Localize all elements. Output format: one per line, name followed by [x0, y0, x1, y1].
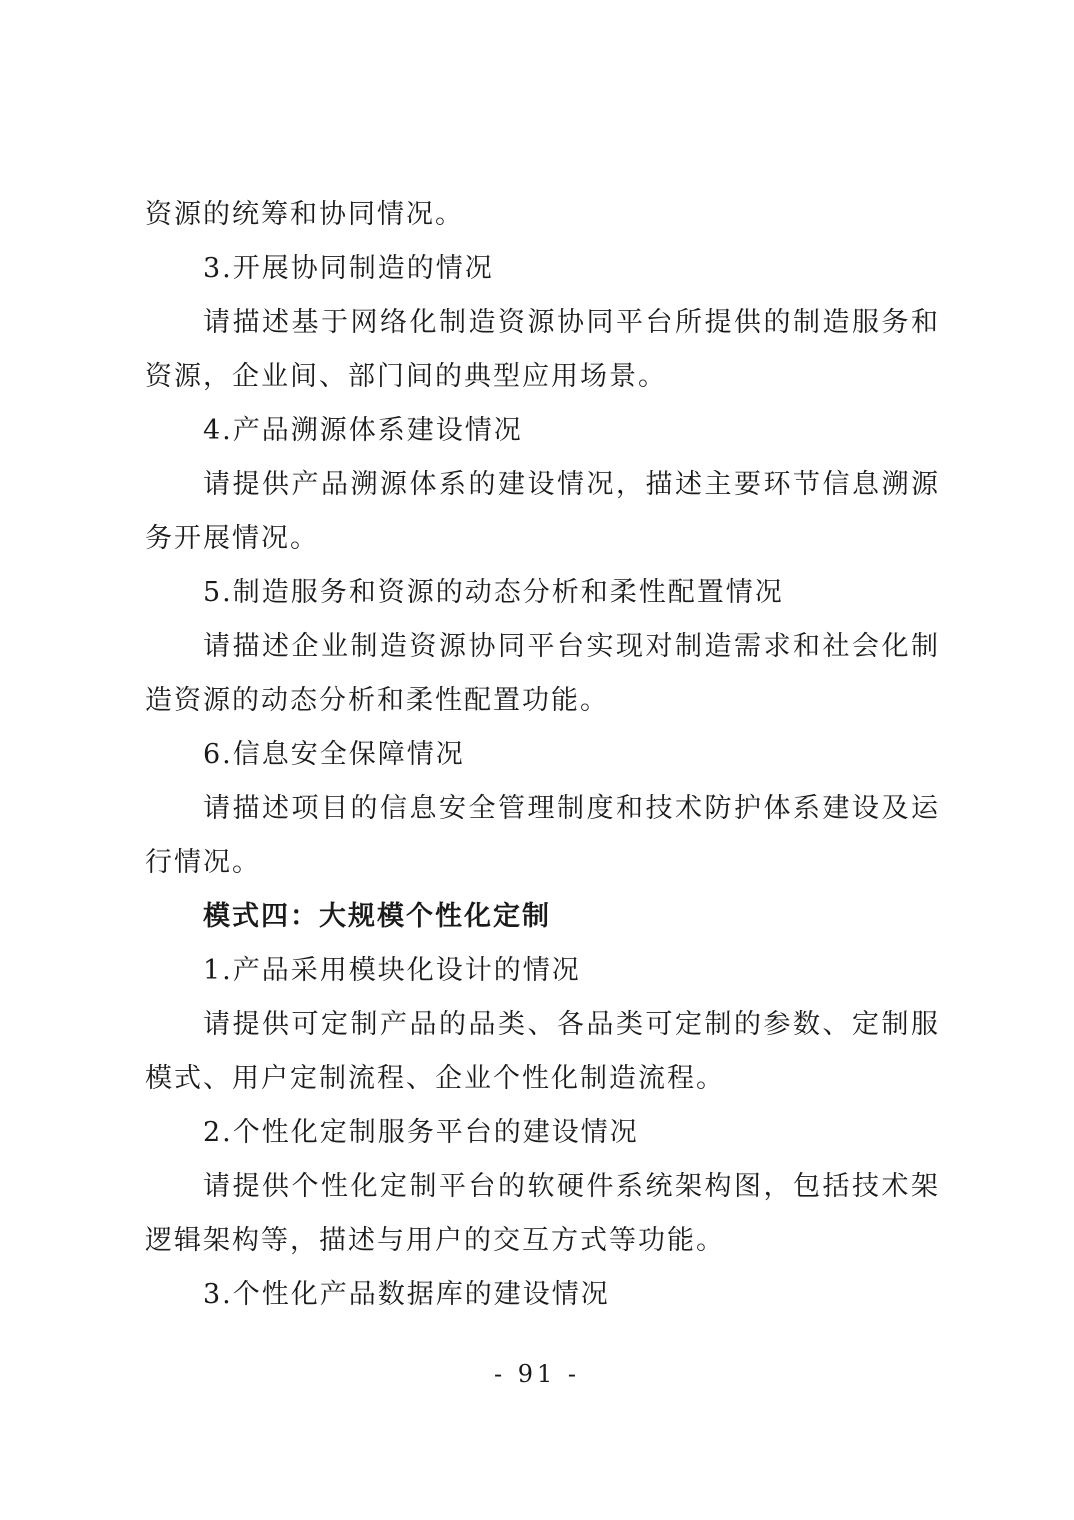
paragraph-line: 资源的统筹和协同情况。	[145, 199, 464, 230]
section-heading-3b: 3.个性化产品数据库的建设情况	[203, 1279, 610, 1310]
paragraph-line: 请描述企业制造资源协同平台实现对制造需求和社会化制	[203, 631, 940, 662]
paragraph-line: 务开展情况。	[145, 523, 319, 554]
paragraph-line: 造资源的动态分析和柔性配置功能。	[145, 685, 609, 716]
paragraph-line: 资源，企业间、部门间的典型应用场景。	[145, 361, 667, 392]
paragraph-line: 请描述基于网络化制造资源协同平台所提供的制造服务和	[203, 307, 940, 338]
section-heading-2: 2.个性化定制服务平台的建设情况	[203, 1117, 639, 1148]
section-heading-1: 1.产品采用模块化设计的情况	[203, 955, 581, 986]
section-heading-4: 4.产品溯源体系建设情况	[203, 415, 523, 446]
paragraph-line: 请提供个性化定制平台的软硬件系统架构图，包括技术架	[203, 1171, 940, 1202]
mode-heading: 模式四：大规模个性化定制	[203, 901, 551, 932]
paragraph-line: 逻辑架构等，描述与用户的交互方式等功能。	[145, 1225, 725, 1256]
page-number: - 91 -	[493, 1360, 580, 1388]
paragraph-line: 行情况。	[145, 847, 261, 878]
paragraph-line: 模式、用户定制流程、企业个性化制造流程。	[145, 1063, 725, 1094]
section-heading-5: 5.制造服务和资源的动态分析和柔性配置情况	[203, 577, 784, 608]
document-body	[145, 188, 965, 1322]
section-heading-3: 3.开展协同制造的情况	[203, 253, 494, 284]
paragraph-line: 请提供可定制产品的品类、各品类可定制的参数、定制服	[203, 1009, 940, 1040]
section-heading-6: 6.信息安全保障情况	[203, 739, 465, 770]
paragraph-line: 请提供产品溯源体系的建设情况，描述主要环节信息溯源	[203, 469, 940, 500]
paragraph-line: 请描述项目的信息安全管理制度和技术防护体系建设及运	[203, 793, 940, 824]
